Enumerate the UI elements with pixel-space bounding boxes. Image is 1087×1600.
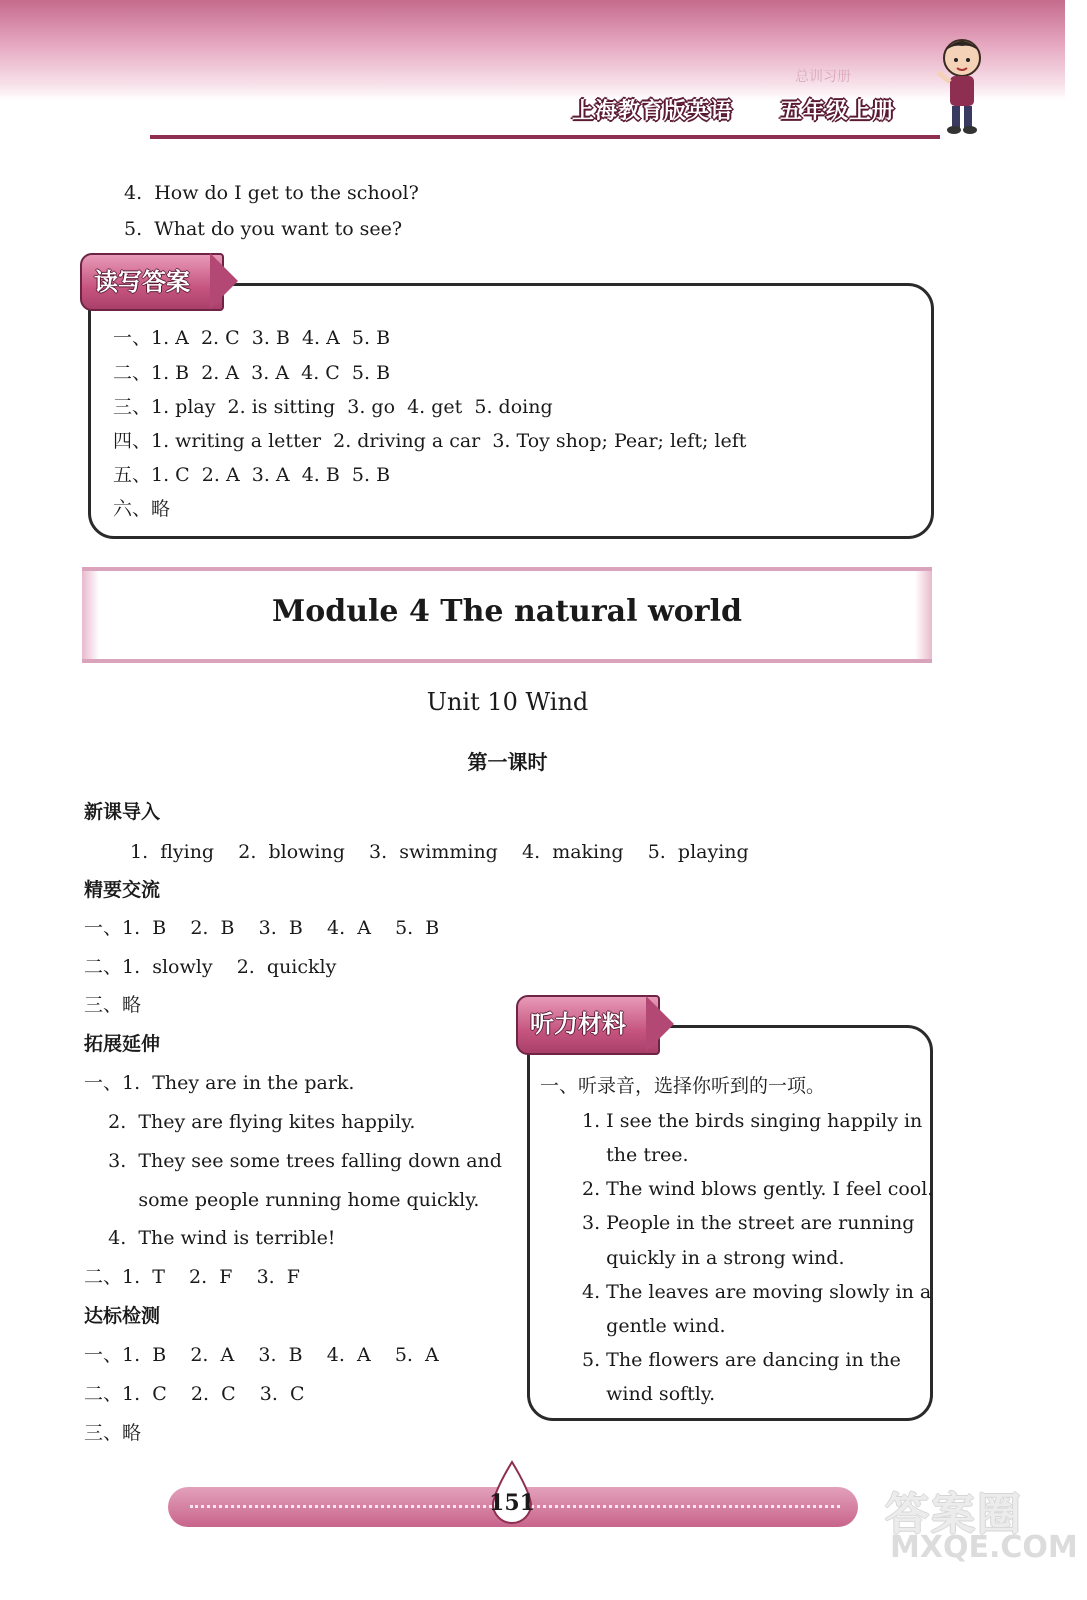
header-band: [0, 0, 1065, 100]
header-rule: [150, 135, 940, 139]
unit-title: Unit 10 Wind: [426, 688, 589, 716]
listening-line-1b: the tree.: [582, 1144, 689, 1166]
watermark-url: MXQE.COM: [890, 1530, 1078, 1565]
listening-line-1: 1. I see the birds singing happily in: [582, 1110, 923, 1132]
grade-label: 五年级上册: [780, 99, 896, 124]
test-line-3: 三、略: [84, 1422, 142, 1444]
test-line-1: 一、1. B 2. A 3. B 4. A 5. A: [84, 1344, 439, 1366]
header-faint-text: 总训习册: [795, 69, 851, 85]
reading-line-6: 六、略: [113, 498, 171, 520]
extension-line-2: 2. They are flying kites happily.: [84, 1111, 416, 1133]
watermark-logo: 答案圈: [885, 1489, 1023, 1540]
book-title: 上海教育版英语: [572, 99, 734, 124]
exchange-line-1: 一、1. B 2. B 3. B 4. A 5. B: [84, 917, 440, 939]
extension-line-1: 一、1. They are in the park.: [84, 1072, 355, 1094]
extension-line-4: some people running home quickly.: [84, 1189, 480, 1211]
reading-answer-tab: 读写答案: [80, 253, 224, 311]
boy-mascot-illustration: [932, 30, 992, 140]
reading-line-5: 五、1. C 2. A 3. A 4. B 5. B: [113, 464, 391, 486]
exchange-line-2: 二、1. slowly 2. quickly: [84, 956, 337, 978]
intro-line: 1. flying 2. blowing 3. swimming 4. making 5. playing: [130, 841, 749, 863]
listening-line-3b: quickly in a strong wind.: [582, 1247, 845, 1269]
listening-line-5: 5. The flowers are dancing in the: [582, 1349, 901, 1371]
tab-arrow-icon: [210, 253, 238, 309]
section-heading-extension: 拓展延伸: [84, 1033, 161, 1055]
reading-line-1: 一、1. A 2. C 3. B 4. A 5. B: [113, 327, 391, 349]
reading-line-3: 三、1. play 2. is sitting 3. go 4. get 5. doing: [113, 396, 553, 418]
listening-line-5b: wind softly.: [582, 1383, 716, 1405]
listening-instruction: 一、听录音，选择你听到的一项。: [540, 1075, 826, 1097]
listening-line-3: 3. People in the street are running: [582, 1212, 915, 1234]
extension-line-5: 4. The wind is terrible!: [84, 1227, 336, 1249]
section-heading-exchange: 精要交流: [84, 879, 161, 901]
module-title: Module 4 The natural world: [272, 594, 742, 629]
section-heading-test: 达标检测: [84, 1305, 161, 1327]
top-line-4: 4. How do I get to the school?: [124, 182, 419, 204]
listening-line-4b: gentle wind.: [582, 1315, 726, 1337]
extension-line-6: 二、1. T 2. F 3. F: [84, 1266, 300, 1288]
extension-line-3: 3. They see some trees falling down and: [84, 1150, 502, 1172]
page-number: 151: [489, 1490, 535, 1516]
listening-tab: 听力材料: [516, 995, 660, 1055]
tab-arrow-icon: [646, 996, 674, 1052]
top-line-5: 5. What do you want to see?: [124, 218, 403, 240]
exchange-line-3: 三、略: [84, 994, 142, 1016]
listening-line-4: 4. The leaves are moving slowly in a: [582, 1281, 932, 1303]
listening-line-2: 2. The wind blows gently. I feel cool.: [582, 1178, 934, 1200]
section-heading-intro: 新课导入: [84, 801, 161, 823]
test-line-2: 二、1. C 2. C 3. C: [84, 1383, 305, 1405]
lesson-title: 第一课时: [467, 750, 548, 774]
reading-line-2: 二、1. B 2. A 3. A 4. C 5. B: [113, 362, 391, 384]
reading-line-4: 四、1. writing a letter 2. driving a car 3. Toy shop; Pear; left; left: [113, 430, 747, 452]
